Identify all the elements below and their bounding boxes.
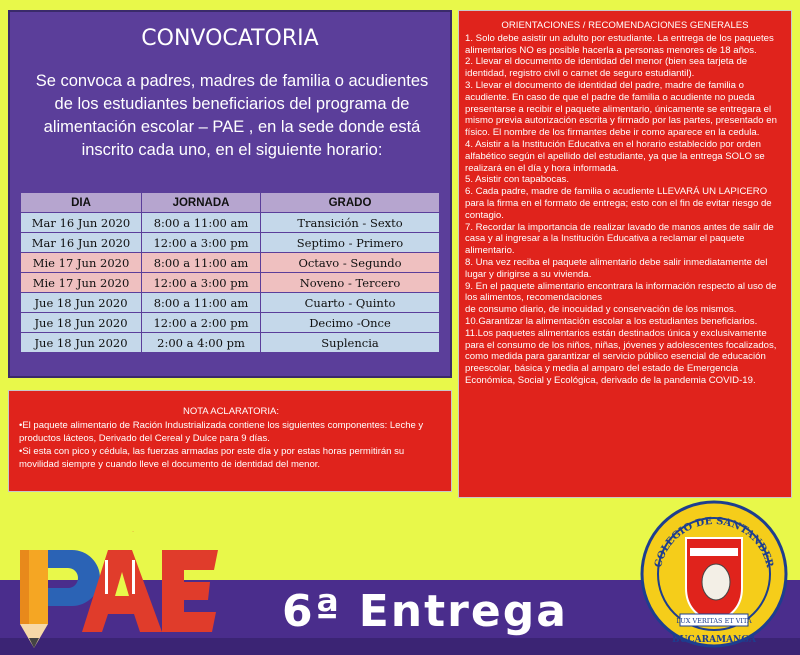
cell-grado: Septimo - Primero xyxy=(261,233,440,253)
orientacion-item: 7. Recordar la importancia de realizar lavado de manos antes de salir de casa y al ingresar a la Institución Educativa a reclamar el paquete alimentario. xyxy=(465,221,774,257)
cell-grado: Transición - Sexto xyxy=(261,213,440,233)
orientacion-item: 5. Asistir con tapabocas. xyxy=(465,174,569,186)
schedule-header-row xyxy=(21,193,440,213)
cell-jornada: 12:00 a 3:00 pm xyxy=(142,233,261,253)
cell-dia: Mie 17 Jun 2020 xyxy=(21,253,142,273)
header-jornada: JORNADA xyxy=(142,193,261,213)
orientaciones-title: ORIENTACIONES / RECOMENDACIONES GENERALES xyxy=(501,20,749,31)
orientacion-item: 11.Los paquetes alimentarios están destinados única y exclusivamente para el consumo de los niños, niñas, jóvenes y adolescentes focalizados, como medida para garantizar el servicio público esencial de educación preescolar, básica y media al amparo del estado de Emergencia Económica, Social y Ecológica, derivado de la pandemia COVID-19. xyxy=(465,327,777,386)
table-row xyxy=(21,233,440,253)
orientacion-item: 6. Cada padre, madre de familia o acudiente LLEVARÁ UN LAPICERO para la firma en el formato de entrega; esto con el fin de evitar riesgo de contagio. xyxy=(465,186,772,221)
colegio-seal xyxy=(640,498,788,650)
orientacion-item: 4. Asistir a la Institución Educativa en el horario establecido por orden alfabético según el apellido del estudiante, ya que la entrega SOLO se realizará en el día y hora informada. xyxy=(465,138,765,174)
cell-grado: Cuarto - Quinto xyxy=(261,293,440,313)
seal-top-text: COLEGIO DE SANTANDER xyxy=(653,515,775,569)
cell-jornada: 8:00 a 11:00 am xyxy=(142,213,261,233)
orientacion-item: 8. Una vez reciba el paquete alimentario debe salir inmediatamente del lugar y dirigirse a su vivienda. xyxy=(465,256,768,280)
orientacion-item: 9. En el paquete alimentario encontrara la información respecto al uso de los alimentos, recomendaciones xyxy=(465,280,777,304)
seal-city: BUCARAMANGA xyxy=(672,635,756,645)
cell-dia: Mar 16 Jun 2020 xyxy=(21,213,142,233)
cell-dia: Jue 18 Jun 2020 xyxy=(21,293,142,313)
entrega-title: 6ª Entrega xyxy=(282,586,568,637)
cell-jornada: 12:00 a 3:00 pm xyxy=(142,273,261,293)
cell-jornada: 12:00 a 2:00 pm xyxy=(142,313,261,333)
table-row xyxy=(21,293,440,313)
cell-grado: Noveno - Tercero xyxy=(261,273,440,293)
cell-jornada: 8:00 a 11:00 am xyxy=(142,253,261,273)
schedule-table xyxy=(20,192,440,353)
cell-dia: Mie 17 Jun 2020 xyxy=(21,273,142,293)
pae-logo-text: PAE xyxy=(132,532,134,533)
letter-e-icon xyxy=(162,550,218,632)
cell-jornada: 8:00 a 11:00 am xyxy=(142,293,261,313)
nota-aclaratoria-panel xyxy=(8,390,452,492)
orientacion-item: 1. Solo debe asistir un adulto por estudiante. La entrega de los paquetes alimentarios NO es posible hacerla a personas menores de 18 años. xyxy=(465,32,774,56)
convocatoria-text: Se convoca a padres, madres de familia o acudientes de los estudiantes beneficiarios del programa de alimentación escolar – PAE , en la sede donde está inscrito cada uno, en el siguiente horario: xyxy=(35,72,429,159)
pae-logo xyxy=(12,532,252,654)
cell-grado: Octavo - Segundo xyxy=(261,253,440,273)
cell-dia: Mar 16 Jun 2020 xyxy=(21,233,142,253)
orientacion-item: 2. Llevar el documento de identidad del menor (bien sea tarjeta de identidad, registro civil o carnet de seguro estudiantil). xyxy=(465,56,748,80)
convocatoria-title: CONVOCATORIA xyxy=(141,26,319,51)
nota-title: NOTA ACLARATORIA: xyxy=(182,406,280,417)
table-row xyxy=(21,313,440,333)
nota-item: •El paquete alimentario de Ración Industrializada contiene los siguientes componentes: Leche y productos lácteos, Derivado del Cereal y Dulce para 9 días. xyxy=(19,420,424,444)
header-grado: GRADO xyxy=(261,193,440,213)
orientacion-item: de consumo diario, de inocuidad y conservación de los mismos. xyxy=(465,304,737,316)
cell-jornada: 2:00 a 4:00 pm xyxy=(142,333,261,353)
pencil-icon xyxy=(20,550,100,648)
cell-grado: Suplencia xyxy=(261,333,440,353)
table-row xyxy=(21,333,440,353)
orientacion-item: 3. Llevar el documento de identidad del padre, madre de familia o acudiente. En caso de que el padre de familia o acudiente no pueda presentarse a recibir el paquete alimentario, únicamente se entregara el mismo previa autorización escrita y firmado por las partes, presentado en físico. El nombre de los firmantes debe ir como aparece en la cedula. xyxy=(465,79,777,139)
orientacion-item: 10.Garantizar la alimentación escolar a los estudiantes beneficiarios. xyxy=(465,315,758,327)
cell-dia: Jue 18 Jun 2020 xyxy=(21,333,142,353)
cell-grado: Decimo -Once xyxy=(261,313,440,333)
header-dia: DIA xyxy=(21,193,142,213)
orientaciones-panel xyxy=(458,10,792,498)
seal-motto: LUX VERITAS ET VITA xyxy=(676,617,752,625)
table-row xyxy=(21,273,440,293)
cell-dia: Jue 18 Jun 2020 xyxy=(21,313,142,333)
table-row xyxy=(21,253,440,273)
table-row xyxy=(21,213,440,233)
portrait-icon xyxy=(702,564,730,600)
nota-item: •Si esta con pico y cédula, las fuerzas armadas por este día y por estas horas permitirán su movilidad siempre y cuando lleve el documento de identidad del menor. xyxy=(19,446,405,470)
